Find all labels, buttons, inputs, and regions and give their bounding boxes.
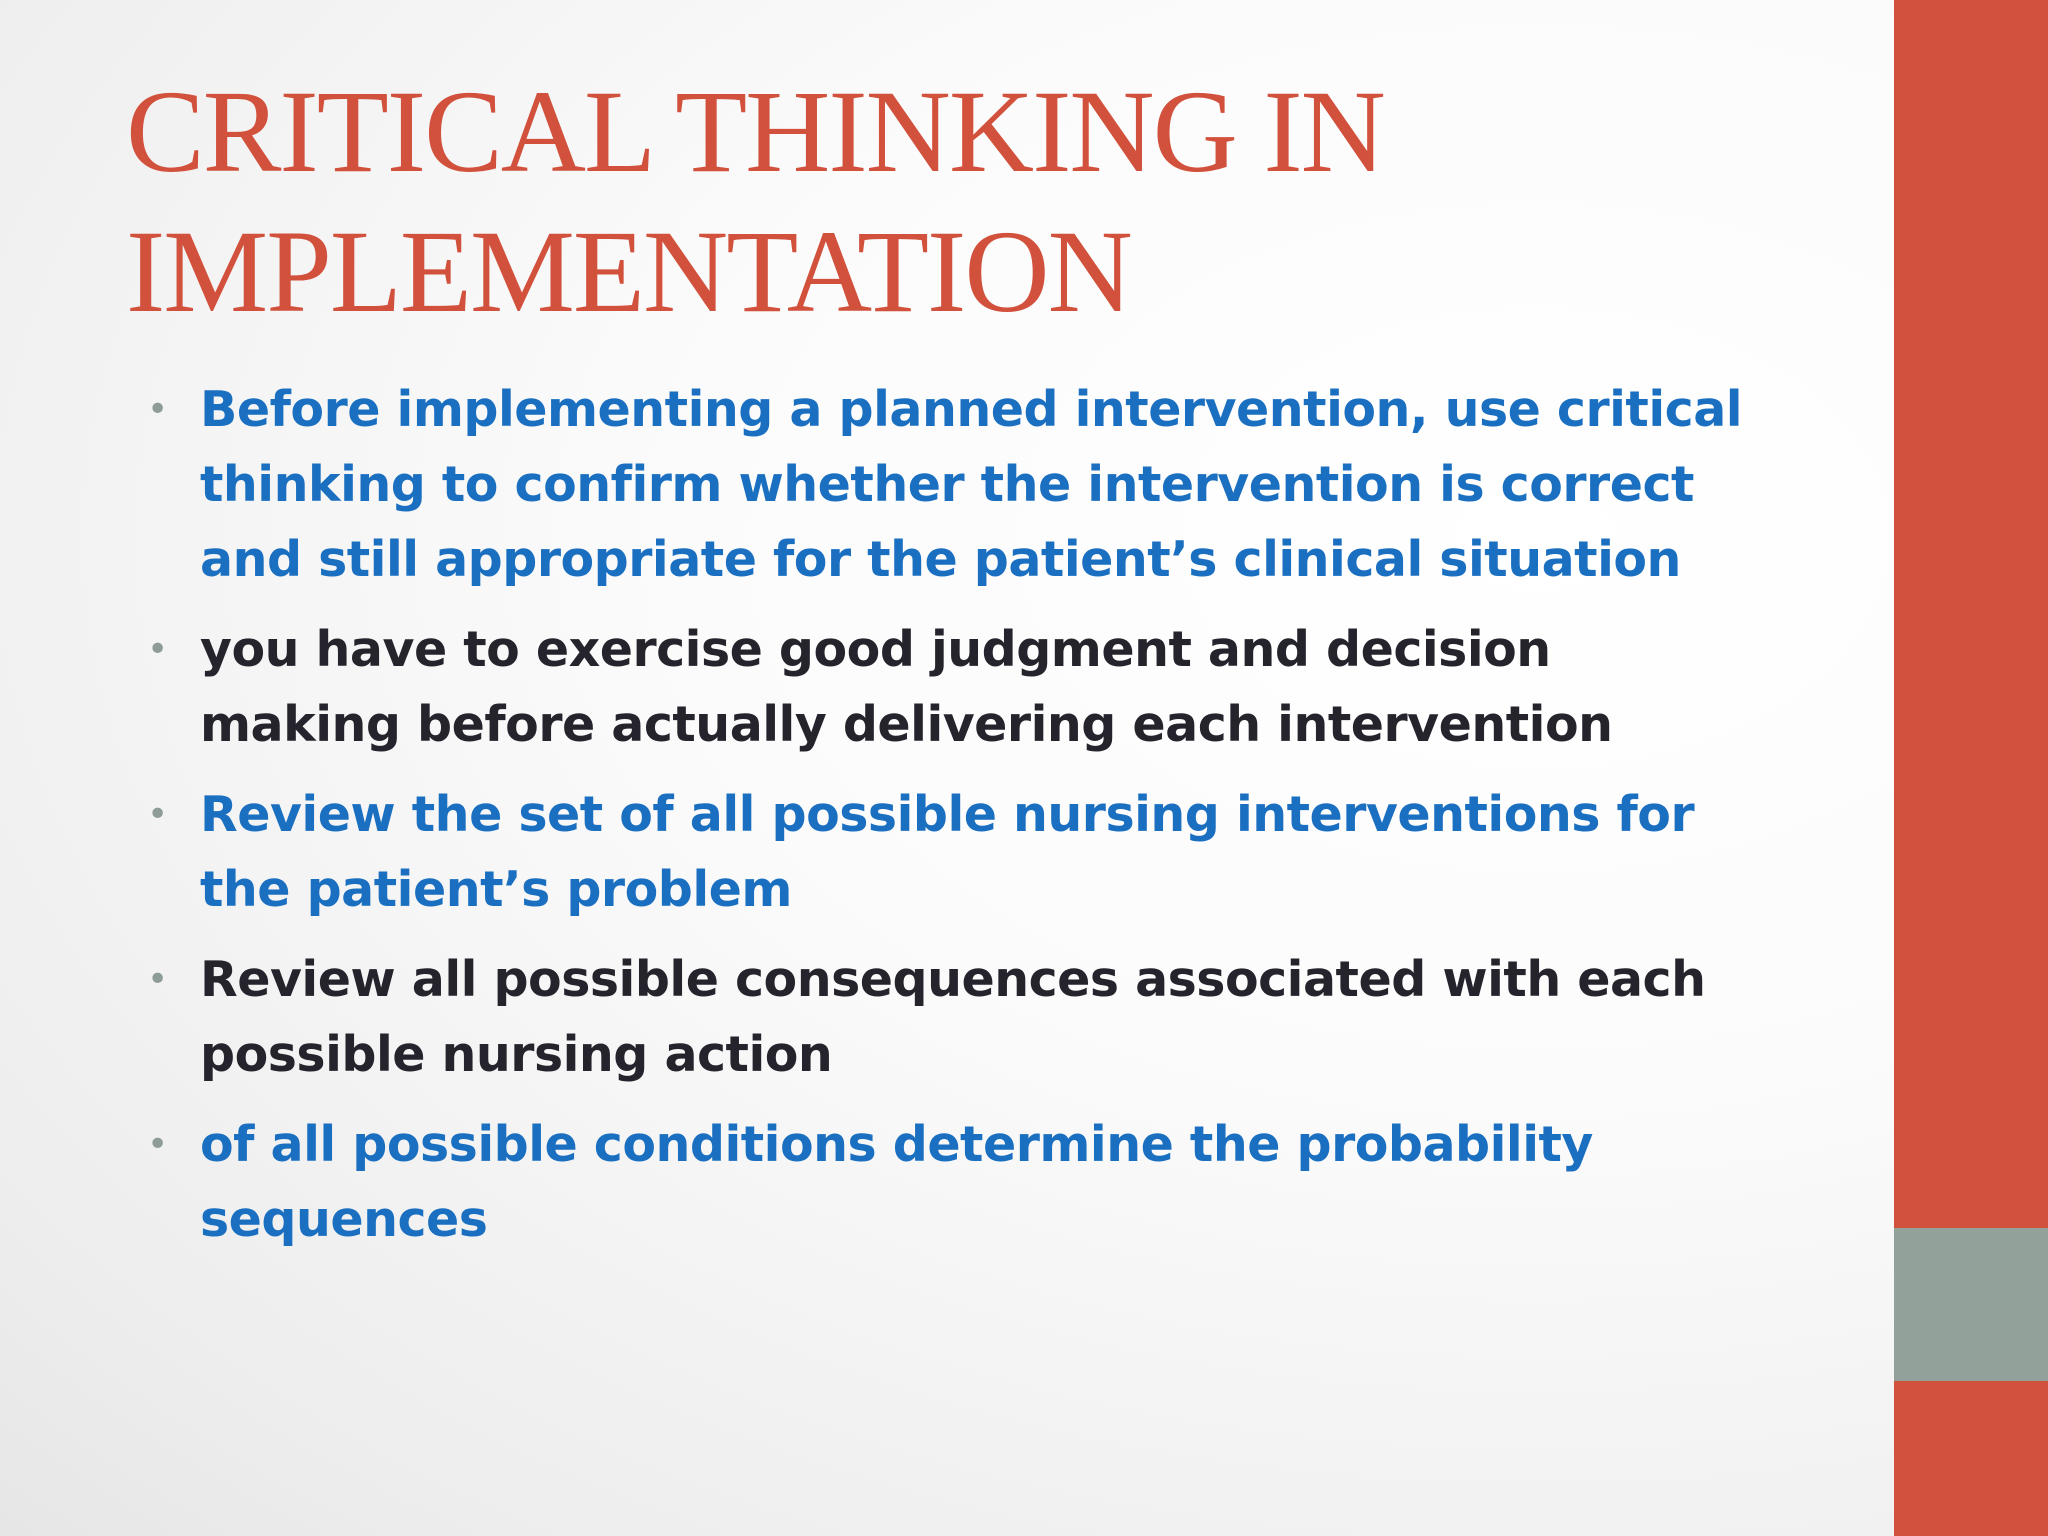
slide-title-line-1: CRITICAL THINKING IN [126,66,1384,197]
bullet-item [145,612,1765,762]
accent-bar-bottom [1894,1381,2048,1536]
slide-title [126,62,1826,342]
bullet-item [145,372,1765,597]
bullet-glyph: • [147,794,168,835]
bullet-text: of all possible conditions determine the probability sequences [200,1116,1593,1248]
bullet-glyph: • [147,959,168,1000]
bullet-item [145,777,1765,927]
bullet-glyph: • [147,389,168,430]
bullet-glyph: • [147,629,168,670]
accent-bar-top [1894,0,2048,1228]
bullet-list [145,372,1765,1272]
slide-title-line-2: IMPLEMENTATION [126,206,1131,337]
bullet-text: Review the set of all possible nursing interventions for the patient’s problem [200,786,1695,918]
bullet-glyph: • [147,1124,168,1165]
bullet-text: Review all possible consequences associated with each possible nursing action [200,951,1706,1083]
bullet-text: Before implementing a planned intervention, use critical thinking to confirm whether the intervention is correct and still appropriate for the patient’s clinical situation [200,381,1743,588]
bullet-text: you have to exercise good judgment and decision making before actually delivering each intervention [200,621,1613,753]
accent-bar-middle [1894,1228,2048,1381]
bullet-item [145,1107,1765,1257]
bullet-item [145,942,1765,1092]
